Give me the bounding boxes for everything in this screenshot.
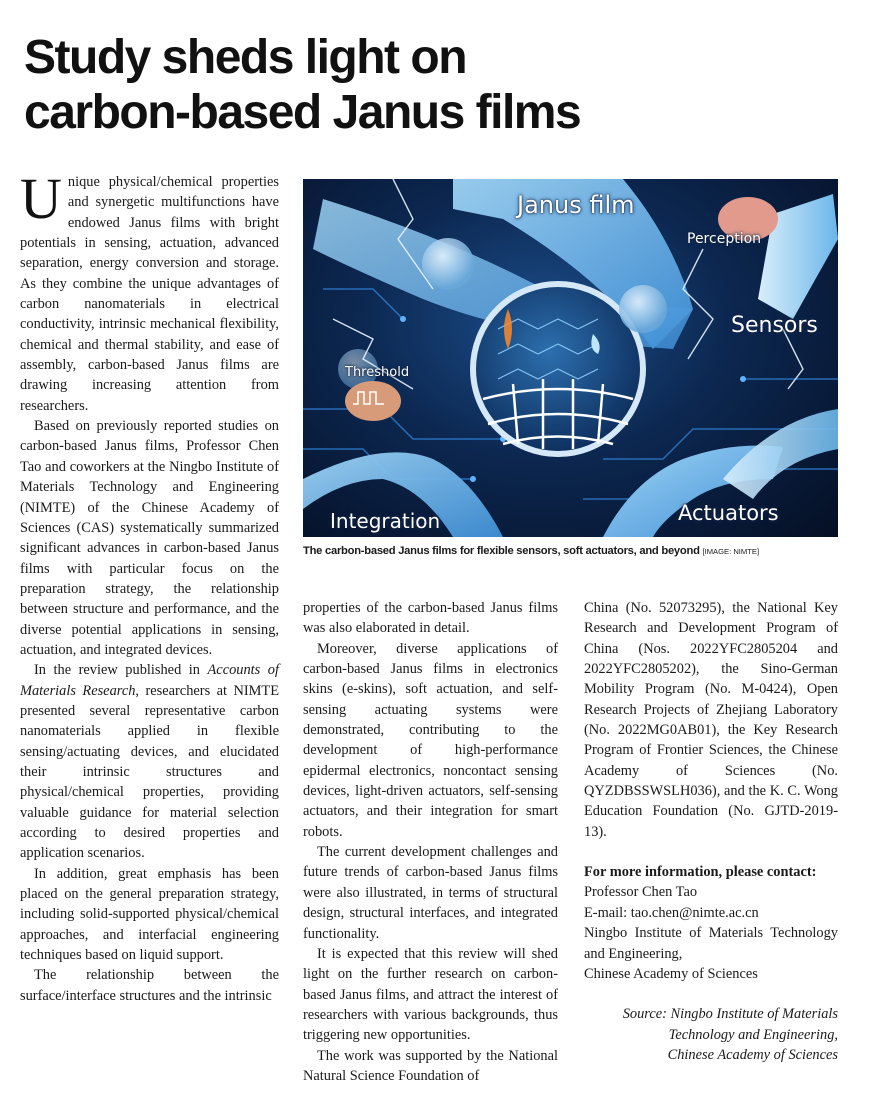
spacer <box>584 842 838 862</box>
article-column-2 <box>303 598 558 1086</box>
label-threshold: Threshold <box>345 365 410 380</box>
contact-heading: For more information, please contact: <box>584 864 817 881</box>
contact-organization-1: Ningbo Institute of Materials Technology and Engineering, <box>584 925 838 962</box>
article-headline <box>24 30 844 140</box>
label-perception: Perception <box>687 231 762 247</box>
paragraph-review: In the review published in Accounts of Materials Research, researchers at NIMTE presented several representative carbon nanomaterials applied in flexible sensing/actuating devices, and elucidated their intrinsic structures and physical/chemical properties, providing valuable guidance for material selection according to desired properties and application scenarios. <box>20 662 279 862</box>
lead-paragraph: Unique physical/chemical properties and synergetic multifunctions have endowed Janus films with bright potentials in sensing, actuation, advanced separation, energy conversion and storage. As they combine the unique advantages of carbon nanomaterials in electrical conductivity, intrinsic mechanical flexibility, chemical and thermal stability, and ease of assembly, carbon-based Janus films are drawing increasing attention from researchers. <box>20 166 279 414</box>
image-credit: [IMAGE: NIMTE] <box>702 547 760 556</box>
caption-text: The carbon-based Janus films for flexible sensors, soft actuators, and beyond <box>303 545 700 557</box>
contact-email[interactable]: E-mail: tao.chen@nimte.ac.cn <box>584 904 759 921</box>
paragraph-outlook: It is expected that this review will shed light on the further research on carbon-based Janus films, and attract the interest of researchers with various backgrounds, thus triggering new opportunities. <box>303 945 558 1044</box>
headline-line-2: carbon-based Janus films <box>24 86 581 139</box>
label-janus-film: Janus film <box>517 191 635 219</box>
paragraph-challenges: The current development challenges and future trends of carbon-based Janus films were also illustrated, in terms of structural design, structural interfaces, and integrated functionality. <box>303 844 558 942</box>
contact-organization-2: Chinese Academy of Sciences <box>584 965 758 982</box>
source-line-3: Chinese Academy of Sciences <box>667 1046 838 1063</box>
paragraph-preparation: In addition, great emphasis has been placed on the general preparation strategy, including solid-supported physical/chemical approaches, and interfacial engineering techniques based on liquid support. <box>20 865 279 964</box>
paragraph-previous-studies: Based on previously reported studies on carbon-based Janus films, Professor Chen Tao and coworkers at the Ningbo Institute of Materials Technology and Engineering (NIMTE) of the Chinese Academy of Sciences (CAS) systematically summarized significant advances in carbon-based Janus films with particular focus on the preparation strategy, the relationship between structure and performance, and the diverse potential applications in sensing, actuation, and integrated devices. <box>20 418 279 658</box>
article-column-1 <box>20 166 279 1006</box>
paragraph-applications: Moreover, diverse applications of carbon-based Janus films in electronics skins (e-skins), soft actuation, and self-sensing actuating systems were demonstrated, contributing to the development of high-performance epidermal electronics, noncontact sensing devices, light-driven actuators, self-sensing actuators, and their integration for smart robots. <box>303 640 558 840</box>
paragraph-funding-start: The work was supported by the National Natural Science Foundation of <box>303 1047 558 1084</box>
source-line-2: Technology and Engineering, <box>668 1026 838 1043</box>
label-actuators: Actuators <box>678 501 779 525</box>
figure-caption <box>303 545 843 557</box>
janus-film-illustration <box>303 179 838 537</box>
headline-line-1: Study sheds light on <box>24 31 467 84</box>
journal-title: Accounts of Materials Research <box>20 662 279 699</box>
drop-cap: U <box>20 166 62 231</box>
paragraph-properties-cont: properties of the carbon-based Janus films was also elaborated in detail. <box>303 600 558 637</box>
spacer <box>584 984 838 1004</box>
article-column-3 <box>584 598 838 1065</box>
paragraph-funding-cont: China (No. 52073295), the National Key Research and Development Program of China (Nos. 2022YFC2805204 and 2022YFC2805202), the Sino-German Mobility Program (No. M-0424), Open Research Projects of Zhejiang Laboratory (No. 2022MG0AB01), the Key Research Program of Frontier Sciences, the Chinese Academy of Sciences (No. QYZDBSSWSLH036), and the K. C. Wong Education Foundation (No. GJTD-2019-13). <box>584 600 838 840</box>
label-sensors: Sensors <box>731 313 818 338</box>
paragraph-relationship: The relationship between the surface/interface structures and the intrinsic <box>20 967 279 1004</box>
contact-name: Professor Chen Tao <box>584 884 698 901</box>
label-integration: Integration <box>330 509 441 533</box>
source-line-1: Source: Ningbo Institute of Materials <box>622 1006 838 1023</box>
